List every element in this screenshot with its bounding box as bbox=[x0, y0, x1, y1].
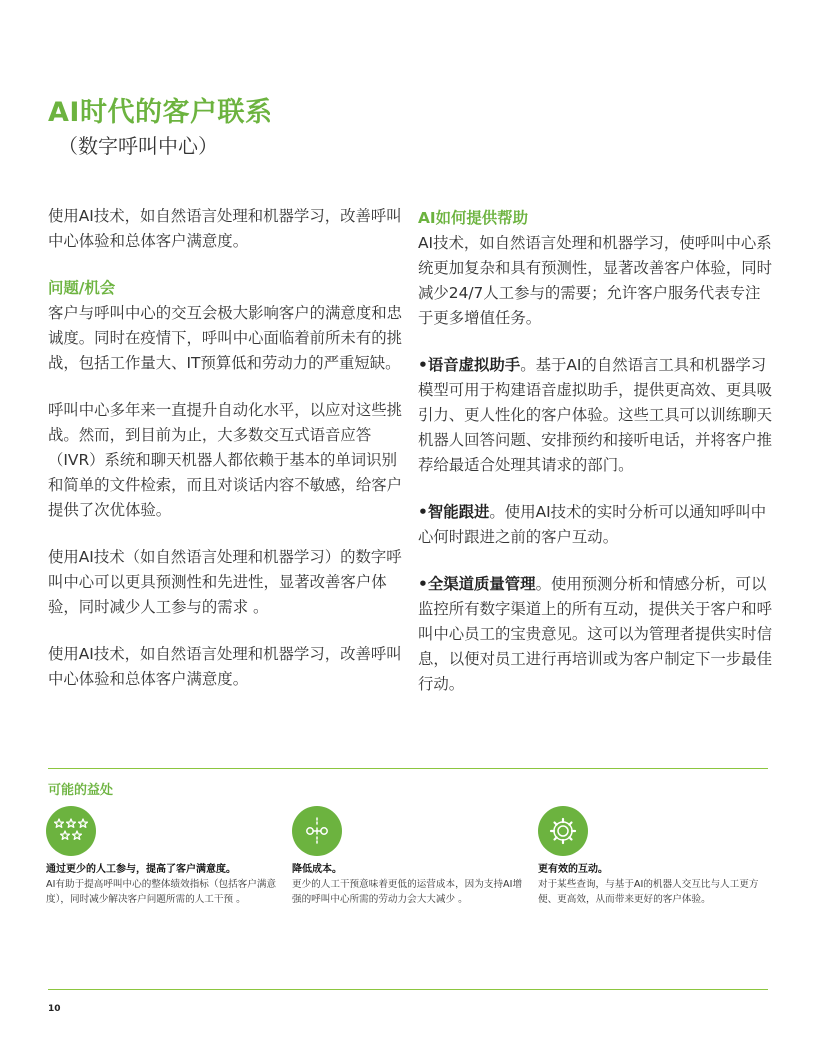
problem-paragraph-2: 呼叫中心多年来一直提升自动化水平，以应对这些挑战。然而，到目前为止，大多数交互式语音应答（IVR）系统和聊天机器人都依赖于基本的单词识别和简单的文件检索，而且对谈话内容不敏感，给客户提供了次优体验。 bbox=[48, 401, 402, 519]
list-item-title: •语音虚拟助手 bbox=[418, 356, 521, 374]
benefits-title: 可能的益处 bbox=[48, 783, 114, 798]
problem-paragraph-3: 使用AI技术（如自然语言处理和机器学习）的数字呼叫中心可以更具预测性和先进性，显著改善客户体验，同时减少人工参与的需求 。 bbox=[48, 548, 402, 616]
page-title: AI时代的客户联系 bbox=[48, 97, 273, 128]
benefit-item-satisfaction bbox=[46, 806, 281, 907]
benefit-text: AI有助于提高呼叫中心的整体绩效指标（包括客户满意度），同时减少解决客户问题所需的人工干预 。 bbox=[46, 879, 277, 905]
how-ai-helps-heading: AI如何提供帮助 bbox=[418, 209, 528, 227]
list-item-title: •智能跟进 bbox=[418, 503, 490, 521]
right-column bbox=[418, 204, 773, 719]
list-item-text: 。使用AI技术的实时分析可以通知呼叫中心何时跟进之前的客户互动。 bbox=[418, 503, 767, 546]
benefit-heading: 更有效的互动。 bbox=[538, 864, 608, 875]
list-item-text: 。使用预测分析和情感分析，可以监控所有数字渠道上的所有互动，提供关于客户和呼叫中心员工的宝贵意见。这可以为管理者提供实时信息，以便对员工进行再培训或为客户制定下一步最佳行动。 bbox=[418, 575, 772, 693]
scissors-icon bbox=[292, 806, 342, 856]
how-ai-helps-intro: AI技术，如自然语言处理和机器学习，使呼叫中心系统更加复杂和具有预测性，显著改善客户体验，同时减少24/7人工参与的需要；允许客户服务代表专注于更多增值任务。 bbox=[418, 234, 772, 327]
list-item bbox=[418, 353, 773, 478]
stars-icon bbox=[46, 806, 96, 856]
left-column bbox=[48, 204, 403, 714]
problem-heading: 问题/机会 bbox=[48, 279, 116, 297]
benefit-heading: 通过更少的人工参与，提高了客户满意度。 bbox=[46, 864, 236, 875]
list-item-text: 。基于AI的自然语言工具和机器学习模型可用于构建语音虚拟助手，提供更高效、更具吸引力、更人性化的客户体验。这些工具可以训练聊天机器人回答问题、安排预约和接听电话，并将客户推荐给最适合处理其请求的部门。 bbox=[418, 356, 772, 474]
gear-icon bbox=[538, 806, 588, 856]
benefit-heading: 降低成本。 bbox=[292, 864, 342, 875]
intro-paragraph: 使用AI技术，如自然语言处理和机器学习，改善呼叫中心体验和总体客户满意度。 bbox=[48, 207, 402, 250]
list-item bbox=[418, 572, 773, 697]
benefit-text: 对于某些查询，与基于AI的机器人交互比与人工更方便、更高效，从而带来更好的客户体验。 bbox=[538, 879, 759, 905]
benefits-top-divider bbox=[48, 768, 768, 769]
benefit-text: 更少的人工干预意味着更低的运营成本，因为支持AI增强的呼叫中心所需的劳动力会大大减少 。 bbox=[292, 879, 523, 905]
footer-divider bbox=[48, 989, 768, 990]
list-item-title: •全渠道质量管理 bbox=[418, 575, 536, 593]
benefit-item-cost bbox=[292, 806, 527, 907]
page-subtitle: （数字呼叫中心） bbox=[58, 134, 218, 158]
list-item bbox=[418, 500, 773, 550]
page-number: 10 bbox=[48, 1004, 61, 1014]
benefit-item-interaction bbox=[538, 806, 773, 907]
problem-paragraph-4: 使用AI技术，如自然语言处理和机器学习，改善呼叫中心体验和总体客户满意度。 bbox=[48, 645, 402, 688]
problem-paragraph-1: 客户与呼叫中心的交互会极大影响客户的满意度和忠诚度。同时在疫情下，呼叫中心面临着前所未有的挑战，包括工作量大、IT预算低和劳动力的严重短缺。 bbox=[48, 304, 402, 372]
